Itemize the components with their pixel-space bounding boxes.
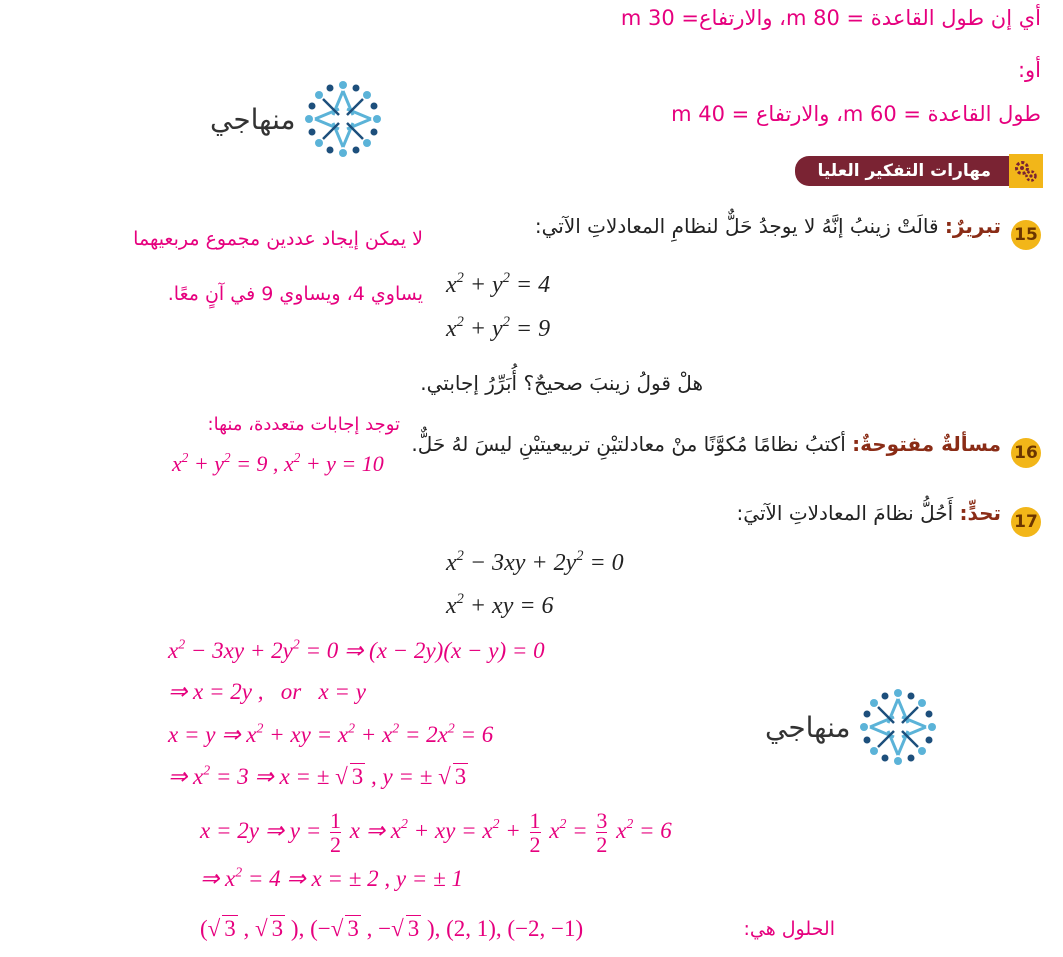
banner-title: مهارات التفكير العليا <box>795 156 1009 186</box>
question-15-text <box>535 214 1001 238</box>
logo-text-2: منهاجي <box>765 710 851 744</box>
logo-text: منهاجي <box>210 102 296 136</box>
solution-final: (√ 3 , √ 3 ), (−√ 3 , −√ 3 ), (2, 1), (−2, −1) <box>200 916 584 941</box>
question-17-text <box>737 501 1001 525</box>
higher-order-thinking-banner <box>795 154 1043 188</box>
solution-step-1: $x^2 - 3xy + 2y^2 = 0$ ⇒ (x − 2y)(x − y) = 0 <box>168 636 545 663</box>
solution-step-6: ⇒ $x^2 = 4$ ⇒ x = ± 2 , y = ± 1 <box>200 864 463 891</box>
q17-equation-2: $x^2$ + xy = 6 <box>446 590 554 619</box>
question-15-number: 15 <box>1011 220 1041 250</box>
manhaji-logo <box>210 78 384 160</box>
solution-step-3: x = y ⇒ $x^2$ + xy = $x^2 + x^2 = 2x^2 = 6$ <box>168 720 494 747</box>
question-15-prompt: قالَتْ زينبُ إنَّهُ لا يوجدُ حَلٌّ لنظامِ المعادلاتِ الآتي: <box>534 214 939 238</box>
answer-line-base-height: أي إن طول القاعدة = 80 m، والارتفاع= 30 m <box>620 6 1041 30</box>
question-15-label: تبريرٌ: <box>944 214 1001 238</box>
answer-line-base-height-alt: طول القاعدة = 60 m، والارتفاع = 40 m <box>671 102 1041 126</box>
question-16-label: مسألةٌ مفتوحةٌ: <box>852 432 1001 456</box>
question-17-prompt: أَحُلُّ نظامَ المعادلاتِ الآتيَ: <box>736 501 954 525</box>
solutions-label: الحلول هي: <box>743 918 835 940</box>
q17-equation-1: $x^2 - 3xy + 2y^2 = 0$ <box>446 547 624 576</box>
question-17-number: 17 <box>1011 507 1041 537</box>
q16-answer-line-1: توجد إجابات متعددة، منها: <box>207 414 400 435</box>
question-15-question: هلْ قولُ زينبَ صحيحٌ؟ أُبَرِّرُ إجابتي. <box>420 371 703 395</box>
question-16-text <box>411 432 1001 456</box>
q15-equation-1: $x^2 + y^2 = 4$ <box>446 269 551 298</box>
question-17-label: تحدٍّ: <box>959 501 1001 525</box>
gears-icon <box>1009 154 1043 188</box>
solution-step-5: x = 2y ⇒ y = $\frac{1}{2}$ x ⇒ $x^2$ + xy = $x^2$ + $\frac{1}{2}$ $x^2$ = $\frac{3}{2}$ $x^2 = 6$ <box>200 808 672 858</box>
question-16-number: 16 <box>1011 438 1041 468</box>
q15-answer-line-2: يساوي 4، ويساوي 9 في آنٍ معًا. <box>167 283 423 305</box>
solution-step-2: ⇒ x = 2y , or x = y <box>168 679 366 704</box>
q15-answer-line-1: لا يمكن إيجاد عددين مجموع مربعيهما <box>133 228 423 250</box>
manhaji-logo-2 <box>765 686 939 768</box>
question-16-prompt: أكتبُ نظامًا مُكوَّنًا منْ معادلتيْنِ تربيعيتيْنِ ليسَ لهُ حَلٌّ. <box>411 432 846 456</box>
answer-line-or: أو: <box>1017 58 1041 82</box>
manhaji-logo-icon <box>302 78 384 160</box>
solution-step-4: ⇒ $x^2 = 3$ ⇒ x = ± √ 3 , y = ± √ 3 <box>168 762 467 789</box>
q16-answer-line-2: $x^2 + y^2 = 9$ , $x^2 + y = 10$ <box>172 449 384 476</box>
manhaji-logo-icon-2 <box>857 686 939 768</box>
q15-equation-2: $x^2 + y^2 = 9$ <box>446 313 551 342</box>
